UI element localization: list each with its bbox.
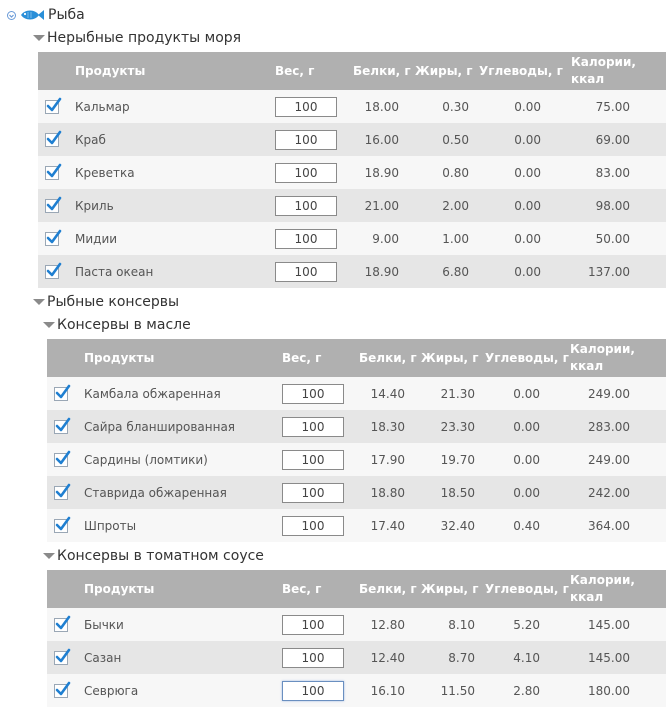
protein-value: 18.90 (353, 255, 415, 288)
weight-cell (275, 90, 353, 123)
calories-value: 180.00 (570, 674, 666, 707)
fat-value: 1.00 (415, 222, 479, 255)
checkmark-icon (45, 162, 63, 180)
carbs-value: 0.00 (479, 123, 571, 156)
carbs-value: 0.00 (479, 222, 571, 255)
group-title-nonfish[interactable] (33, 28, 241, 48)
weight-cell (275, 156, 353, 189)
protein-value: 16.10 (359, 674, 421, 707)
checkmark-icon (45, 228, 63, 246)
products-table-nonfish (38, 52, 666, 288)
fat-value: 18.50 (421, 476, 485, 509)
row-checkbox-cell (38, 255, 75, 288)
header-calories: Калории, ккал (571, 52, 666, 90)
product-name: Криль (75, 189, 275, 222)
weight-cell (275, 123, 353, 156)
fat-value: 21.30 (421, 377, 485, 410)
header-select (47, 339, 84, 377)
header-protein: Белки, г (359, 570, 421, 608)
carbs-value: 0.00 (479, 156, 571, 189)
weight-cell (282, 443, 359, 476)
protein-value: 14.40 (359, 377, 421, 410)
fat-value: 2.00 (415, 189, 479, 222)
weight-cell (282, 608, 359, 641)
protein-value: 18.80 (359, 476, 421, 509)
group-title-conserves[interactable] (33, 292, 179, 312)
group-label: Рыбные консервы (47, 294, 180, 310)
row-checkbox-cell (47, 443, 84, 476)
product-name: Мидии (75, 222, 275, 255)
calories-value: 249.00 (570, 377, 666, 410)
protein-value: 18.90 (353, 156, 415, 189)
fat-value: 0.80 (415, 156, 479, 189)
group-label: Консервы в масле (57, 317, 191, 333)
row-checkbox[interactable] (45, 232, 59, 246)
row-checkbox[interactable] (45, 265, 59, 279)
fat-value: 19.70 (421, 443, 485, 476)
row-checkbox-cell (38, 222, 75, 255)
carbs-value: 0.00 (479, 90, 571, 123)
header-carbs: Углеводы, г (479, 52, 571, 90)
row-checkbox[interactable] (54, 387, 68, 401)
calories-value: 242.00 (570, 476, 666, 509)
carbs-value: 0.00 (485, 443, 570, 476)
fat-value: 23.30 (421, 410, 485, 443)
product-name: Сайра бланшированная (84, 410, 282, 443)
weight-cell (282, 674, 359, 707)
calories-value: 50.00 (571, 222, 666, 255)
calories-value: 283.00 (570, 410, 666, 443)
carbs-value: 4.10 (485, 641, 570, 674)
row-checkbox-cell (47, 410, 84, 443)
weight-input[interactable] (282, 417, 344, 437)
tree-root-label: Рыба (48, 7, 85, 23)
fat-value: 8.70 (421, 641, 485, 674)
calories-value: 69.00 (571, 123, 666, 156)
calories-value: 249.00 (570, 443, 666, 476)
carbs-value: 0.00 (485, 377, 570, 410)
product-name: Креветка (75, 156, 275, 189)
carbs-value: 5.20 (485, 608, 570, 641)
checkmark-icon (54, 482, 72, 500)
checkmark-icon (45, 195, 63, 213)
protein-value: 9.00 (353, 222, 415, 255)
table-row (47, 476, 666, 509)
calories-value: 75.00 (571, 90, 666, 123)
product-name: Шпроты (84, 509, 282, 542)
header-protein: Белки, г (353, 52, 415, 90)
collapse-arrow-icon[interactable] (43, 322, 55, 328)
table-row (47, 608, 666, 641)
weight-input[interactable] (282, 648, 344, 668)
row-checkbox[interactable] (54, 420, 68, 434)
table-row (38, 156, 666, 189)
weight-cell (282, 641, 359, 674)
product-name: Паста океан (75, 255, 275, 288)
table-row (38, 90, 666, 123)
header-product: Продукты (84, 339, 282, 377)
group-title-oil[interactable] (43, 315, 191, 335)
weight-input[interactable] (282, 681, 344, 701)
carbs-value: 0.00 (485, 410, 570, 443)
row-checkbox-cell (47, 377, 84, 410)
row-checkbox-cell (38, 90, 75, 123)
fat-value: 11.50 (421, 674, 485, 707)
row-checkbox[interactable] (54, 684, 68, 698)
product-name: Сардины (ломтики) (84, 443, 282, 476)
fish-icon (19, 8, 45, 22)
weight-input[interactable] (275, 262, 337, 282)
row-checkbox[interactable] (45, 133, 59, 147)
row-checkbox-cell (47, 641, 84, 674)
protein-value: 18.00 (353, 90, 415, 123)
row-checkbox[interactable] (54, 618, 68, 632)
weight-cell (282, 377, 359, 410)
row-checkbox-cell (38, 123, 75, 156)
row-checkbox-cell (47, 608, 84, 641)
weight-cell (282, 476, 359, 509)
weight-input[interactable] (275, 196, 337, 216)
fat-value: 8.10 (421, 608, 485, 641)
product-name: Камбала обжаренная (84, 377, 282, 410)
weight-cell (275, 189, 353, 222)
protein-value: 16.00 (353, 123, 415, 156)
header-protein: Белки, г (359, 339, 421, 377)
header-select (38, 52, 75, 90)
group-title-tomato[interactable] (43, 546, 264, 566)
protein-value: 17.40 (359, 509, 421, 542)
calories-value: 137.00 (571, 255, 666, 288)
calories-value: 364.00 (570, 509, 666, 542)
weight-input[interactable] (282, 615, 344, 635)
header-product: Продукты (84, 570, 282, 608)
weight-input[interactable] (275, 163, 337, 183)
carbs-value: 0.00 (479, 255, 571, 288)
checkmark-icon (45, 129, 63, 147)
table-row (47, 410, 666, 443)
header-weight: Вес, г (282, 339, 359, 377)
fat-value: 32.40 (421, 509, 485, 542)
row-checkbox[interactable] (45, 166, 59, 180)
row-checkbox[interactable] (54, 519, 68, 533)
header-product: Продукты (75, 52, 275, 90)
weight-input[interactable] (275, 229, 337, 249)
group-label: Нерыбные продукты моря (47, 30, 242, 46)
fat-value: 0.50 (415, 123, 479, 156)
calories-value: 98.00 (571, 189, 666, 222)
calories-value: 83.00 (571, 156, 666, 189)
carbs-value: 0.00 (479, 189, 571, 222)
collapse-icon[interactable] (6, 10, 16, 20)
row-checkbox-cell (47, 476, 84, 509)
header-weight: Вес, г (275, 52, 353, 90)
row-checkbox[interactable] (45, 100, 59, 114)
product-name: Севрюга (84, 674, 282, 707)
product-name: Кальмар (75, 90, 275, 123)
calories-value: 145.00 (570, 608, 666, 641)
calories-value: 145.00 (570, 641, 666, 674)
table-row (38, 255, 666, 288)
protein-value: 18.30 (359, 410, 421, 443)
collapse-arrow-icon[interactable] (33, 299, 45, 305)
header-carbs: Углеводы, г (485, 339, 570, 377)
table-row (47, 674, 666, 707)
protein-value: 12.80 (359, 608, 421, 641)
header-weight: Вес, г (282, 570, 359, 608)
header-carbs: Углеводы, г (485, 570, 570, 608)
products-table-tomato (47, 570, 666, 707)
weight-input[interactable] (282, 483, 344, 503)
row-checkbox-cell (47, 674, 84, 707)
row-checkbox[interactable] (54, 486, 68, 500)
weight-cell (275, 255, 353, 288)
carbs-value: 0.00 (485, 476, 570, 509)
weight-input[interactable] (282, 450, 344, 470)
row-checkbox[interactable] (45, 199, 59, 213)
checkmark-icon (54, 680, 72, 698)
header-calories: Калории, ккал (570, 570, 666, 608)
row-checkbox-cell (47, 509, 84, 542)
weight-input[interactable] (275, 97, 337, 117)
product-name: Сазан (84, 641, 282, 674)
row-checkbox[interactable] (54, 651, 68, 665)
products-table-oil (47, 339, 666, 542)
product-name: Краб (75, 123, 275, 156)
product-name: Бычки (84, 608, 282, 641)
table-row (38, 189, 666, 222)
weight-cell (275, 222, 353, 255)
table-row (47, 509, 666, 542)
table-row (38, 222, 666, 255)
header-fat: Жиры, г (421, 339, 485, 377)
checkmark-icon (54, 383, 72, 401)
fat-value: 0.30 (415, 90, 479, 123)
checkmark-icon (54, 416, 72, 434)
header-calories: Калории, ккал (570, 339, 666, 377)
header-fat: Жиры, г (415, 52, 479, 90)
row-checkbox-cell (38, 156, 75, 189)
checkmark-icon (54, 449, 72, 467)
tree-root-fish[interactable] (0, 5, 85, 25)
weight-cell (282, 509, 359, 542)
weight-input[interactable] (282, 516, 344, 536)
fat-value: 6.80 (415, 255, 479, 288)
checkmark-icon (54, 614, 72, 632)
header-fat: Жиры, г (421, 570, 485, 608)
protein-value: 17.90 (359, 443, 421, 476)
header-select (47, 570, 84, 608)
group-label: Консервы в томатном соусе (57, 548, 264, 564)
table-row (47, 377, 666, 410)
product-name: Ставрида обжаренная (84, 476, 282, 509)
protein-value: 12.40 (359, 641, 421, 674)
weight-cell (282, 410, 359, 443)
checkmark-icon (45, 261, 63, 279)
weight-input[interactable] (282, 384, 344, 404)
table-row (47, 443, 666, 476)
collapse-arrow-icon[interactable] (43, 553, 55, 559)
row-checkbox[interactable] (54, 453, 68, 467)
table-row (38, 123, 666, 156)
checkmark-icon (54, 515, 72, 533)
table-row (47, 641, 666, 674)
checkmark-icon (54, 647, 72, 665)
row-checkbox-cell (38, 189, 75, 222)
weight-input[interactable] (275, 130, 337, 150)
carbs-value: 2.80 (485, 674, 570, 707)
checkmark-icon (45, 96, 63, 114)
collapse-arrow-icon[interactable] (33, 35, 45, 41)
carbs-value: 0.40 (485, 509, 570, 542)
protein-value: 21.00 (353, 189, 415, 222)
